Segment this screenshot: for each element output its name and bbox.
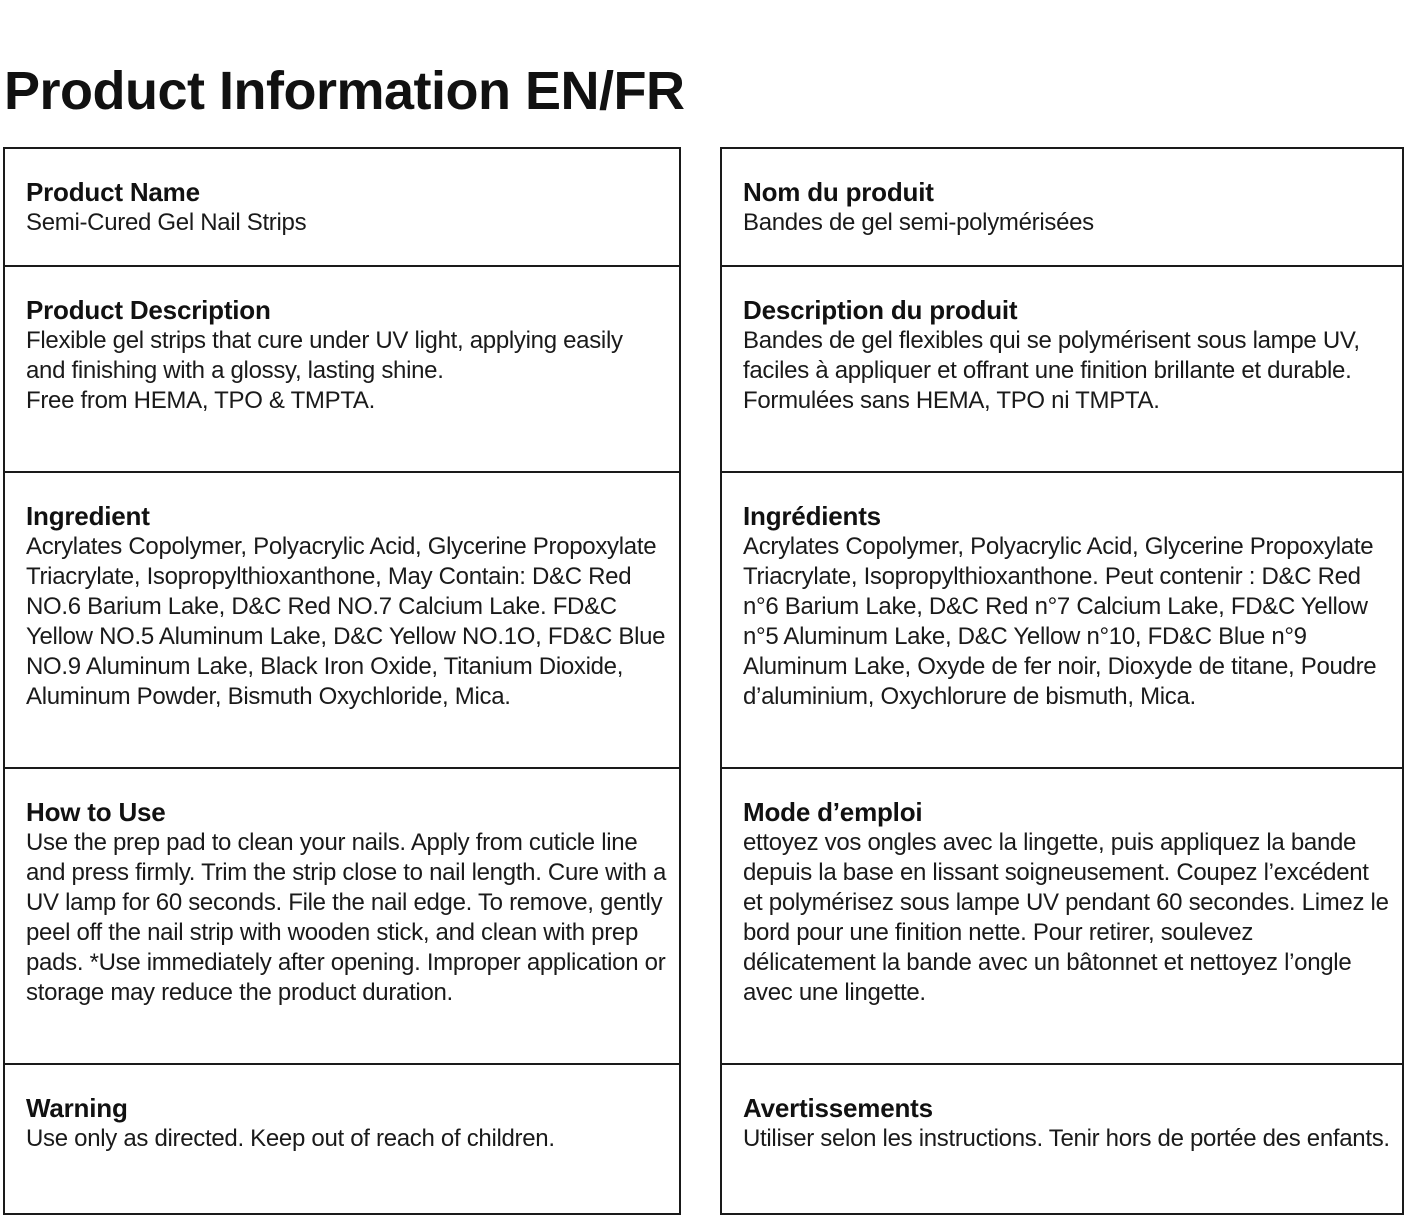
warning-heading: Warning [26, 1093, 128, 1123]
ingredient-heading: Ingredient [26, 501, 150, 531]
nom-du-produit-section [722, 149, 1402, 265]
product-description-text [26, 326, 667, 416]
description-du-produit-heading: Description du produit [743, 295, 1018, 325]
ingredients-section [722, 471, 1402, 767]
nom-du-produit-text: Bandes de gel semi-polymérisées [743, 209, 1094, 236]
mode-d-emploi-section [722, 767, 1402, 1063]
product-name-section [5, 149, 679, 265]
product-description-heading: Product Description [26, 295, 271, 325]
how-to-use-text: Use the prep pad to clean your nails. Apply from cuticle line and press firmly. Trim the strip close to nail length. Cure with a UV lamp for 60 seconds. File the nail edge. To remove, gently peel off the nail strip with wooden stick, and clean with prep pads. *Use immediately after opening. Improper application or storage may reduce the product duration. [26, 829, 667, 1006]
description-du-produit-line: Bandes de gel flexibles qui se polymérisent sous lampe UV, faciles à appliquer et offrant une finition brillante et durable. [743, 327, 1360, 384]
page-title: Product Information EN/FR [4, 61, 685, 121]
description-du-produit-section [722, 265, 1402, 471]
description-du-produit-text [743, 326, 1390, 416]
description-du-produit-sans: Formulées sans HEMA, TPO ni TMPTA. [743, 387, 1160, 414]
warning-text: Use only as directed. Keep out of reach of children. [26, 1125, 555, 1152]
avertissements-heading: Avertissements [743, 1093, 933, 1123]
nom-du-produit-heading: Nom du produit [743, 177, 934, 207]
product-description-line: Flexible gel strips that cure under UV light, applying easily and finishing with a glossy, lasting shine. [26, 327, 623, 384]
ingredient-section [5, 471, 679, 767]
avertissements-text: Utiliser selon les instructions. Tenir hors de portée des enfants. [743, 1125, 1390, 1152]
french-info-table [720, 147, 1404, 1215]
product-description-free-from: Free from HEMA, TPO & TMPTA. [26, 387, 375, 414]
ingredients-text: Acrylates Copolymer, Polyacrylic Acid, Glycerine Propoxylate Triacrylate, Isopropylthioxanthone. Peut contenir : D&C Red n°6 Barium Lake, D&C Red n°7 Calcium Lake, FD&C Yellow n°5 Aluminum Lake, D&C Yellow n°10, FD&C Blue n°9 Aluminum Lake, Oxyde de fer noir, Dioxyde de titane, Poudre d’aluminium, Oxychlorure de bismuth, Mica. [743, 533, 1377, 710]
product-description-section [5, 265, 679, 471]
how-to-use-heading: How to Use [26, 797, 166, 827]
ingredient-text: Acrylates Copolymer, Polyacrylic Acid, Glycerine Propoxylate Triacrylate, Isopropylthioxanthone, May Contain: D&C Red NO.6 Barium Lake, D&C Red NO.7 Calcium Lake. FD&C Yellow NO.5 Aluminum Lake, D&C Yellow NO.1O, FD&C Blue NO.9 Aluminum Lake, Black Iron Oxide, Titanium Dioxide, Aluminum Powder, Bismuth Oxychloride, Mica. [26, 533, 666, 710]
avertissements-section [722, 1063, 1402, 1213]
warning-section [5, 1063, 679, 1213]
ingredients-heading: Ingrédients [743, 501, 881, 531]
mode-d-emploi-text: ettoyez vos ongles avec la lingette, puis appliquez la bande depuis la base en lissant soigneusement. Coupez l’excédent et polymérisez sous lampe UV pendant 60 secondes. Limez le bord pour une finition nette. Pour retirer, soulevez délicatement la bande avec un bâtonnet et nettoyez l’ongle avec une lingette. [743, 829, 1389, 1006]
product-name-text: Semi-Cured Gel Nail Strips [26, 209, 307, 236]
how-to-use-section [5, 767, 679, 1063]
product-name-heading: Product Name [26, 177, 200, 207]
mode-d-emploi-heading: Mode d’emploi [743, 797, 923, 827]
english-info-table [3, 147, 681, 1215]
